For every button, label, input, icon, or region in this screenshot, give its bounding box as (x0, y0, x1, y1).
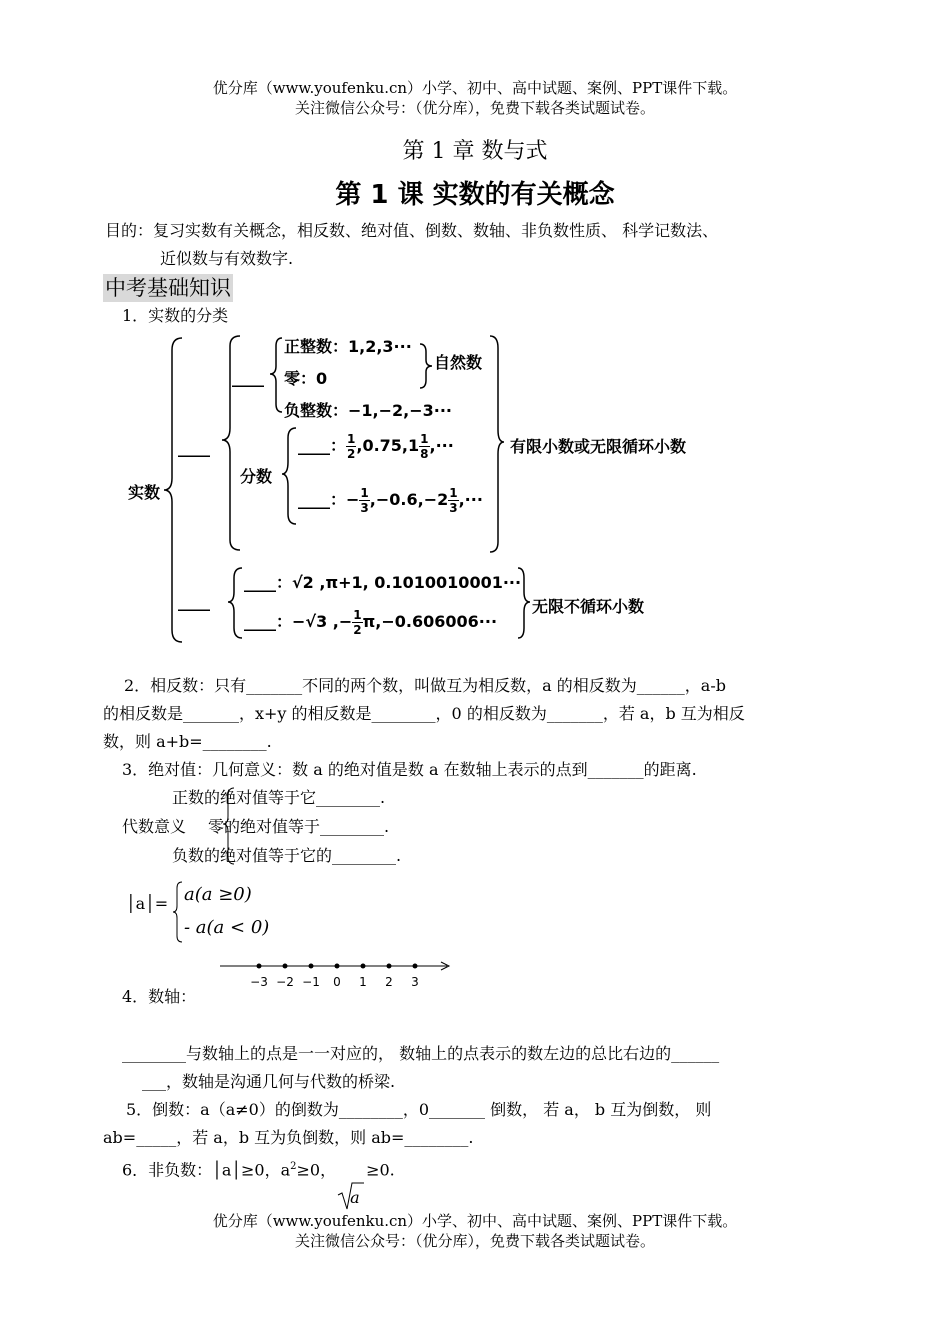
abs-definition-left: │a│= (126, 894, 169, 913)
item3-negative: 负数的绝对值等于它的________. (172, 846, 402, 865)
negative-fraction-prefix: ____：− (298, 490, 360, 509)
item2-line-3: 数，则 a+b=________. (103, 732, 272, 751)
item2-line-2: 的相反数是_______，x+y 的相反数是________，0 的相反数为_______，若 a，b 互为相反 (103, 704, 745, 723)
irrational-negative-a: ____：−√3 ,− (244, 612, 353, 631)
negative-fraction-row (298, 486, 483, 515)
item5-line-1: 5．倒数：a（a≠0）的倒数为________，0_______ 倒数， 若 a， b 互为倒数， 则 (126, 1100, 712, 1119)
irrational-negative-row (244, 608, 497, 637)
item6-superscript: 2 (290, 1161, 297, 1172)
label-non-repeating: 无限不循环小数 (532, 597, 645, 616)
label-positive-integer: 正整数：1,2,3··· (284, 337, 412, 356)
blank-rational: ____ (178, 438, 210, 457)
item3-positive: 正数的绝对值等于它________. (172, 788, 386, 807)
header-line-2: 关注微信公众号：（优分库），免费下载各类试题试卷。 (294, 99, 655, 117)
section-title: 中考基础知识 (105, 276, 231, 300)
number-line-label: 2 (385, 975, 393, 989)
number-line (215, 956, 460, 992)
fraction-one-third: $\frac{1}{3}$ (360, 486, 369, 515)
fraction-one-eighth: $\frac{1}{8}$ (420, 432, 429, 461)
number-line-label: −1 (302, 975, 320, 989)
negative-fraction-mid: ,−0.6,−2 (369, 490, 449, 509)
number-line-point (335, 964, 340, 969)
number-line-point (387, 964, 392, 969)
item1-title: 1．实数的分类 (122, 306, 229, 325)
item6-text-a: 6．非负数：│a│≥0，a (122, 1160, 291, 1180)
number-line-point (257, 964, 262, 969)
irrational-negative-b: π,−0.606006··· (362, 612, 498, 631)
label-finite-or-repeating: 有限小数或无限循环小数 (510, 437, 687, 456)
number-line-point (361, 964, 366, 969)
label-natural-number: 自然数 (434, 353, 483, 372)
blank-integer: ____ (232, 368, 264, 387)
number-line-point (283, 964, 288, 969)
irrational-positive-row: ____：√2 ,π+1, 0.1010010001··· (244, 573, 522, 592)
item3-line-1: 3．绝对值：几何意义：数 a 的绝对值是数 a 在数轴上表示的点到_______的距离. (122, 760, 697, 779)
item5-line-2: ab=_____，若 a，b 互为负倒数，则 ab=________. (103, 1128, 474, 1147)
label-negative-integer: 负整数：−1,−2,−3··· (284, 401, 453, 420)
item4-title: 4．数轴： (122, 987, 197, 1006)
header-line-1: 优分库（www.youfenku.cn）小学、初中、高中试题、案例、PPT课件下载。 (212, 79, 738, 97)
negative-fraction-end: ,··· (458, 490, 483, 509)
fraction-one-half-pi: $\frac{1}{2}$ (353, 608, 362, 637)
footer-line-2: 关注微信公众号：（优分库），免费下载各类试题试卷。 (294, 1232, 655, 1250)
piecewise-case-1: a(a ≥0) (184, 884, 252, 905)
blank-irrational: ____ (178, 592, 210, 611)
item4-line-1: ________与数轴上的点是一一对应的， 数轴上的点表示的数左边的总比右边的______ (122, 1044, 720, 1063)
item3-algebraic-label: 代数意义 (122, 817, 187, 836)
fraction-one-third-2: $\frac{1}{3}$ (449, 486, 458, 515)
objective-line-1: 目的：复习实数有关概念，相反数、绝对值、倒数、数轴、非负数性质、 科学记数法、 (105, 221, 719, 240)
item2-line-1: 2．相反数：只有_______不同的两个数，叫做互为相反数，a 的相反数为______，a-b (124, 676, 726, 695)
positive-fraction-row (298, 432, 454, 461)
label-fraction: 分数 (240, 467, 273, 486)
positive-fraction-prefix: ____： (298, 436, 347, 455)
number-line-label: −3 (250, 975, 268, 989)
number-line-label: 1 (359, 975, 367, 989)
item6-text-c: ≥0. (366, 1160, 395, 1180)
item3-zero: 零的绝对值等于________. (208, 817, 390, 836)
chapter-title: 第 1 章 数与式 (402, 139, 548, 164)
piecewise-case-2: - a(a < 0) (184, 917, 270, 938)
real-number-classification-diagram (100, 330, 760, 650)
item4-line-2: ___，数轴是沟通几何与代数的桥梁. (142, 1072, 396, 1091)
objective-line-2: 近似数与有效数字. (160, 249, 294, 268)
footer-line-1: 优分库（www.youfenku.cn）小学、初中、高中试题、案例、PPT课件下载。 (212, 1212, 738, 1230)
number-line-point (413, 964, 418, 969)
positive-fraction-mid: ,0.75,1 (356, 436, 420, 455)
label-zero: 零：0 (284, 369, 328, 388)
number-line-label: 0 (333, 975, 341, 989)
item6-text-b: ≥0， (296, 1160, 337, 1180)
positive-fraction-end: ,··· (429, 436, 454, 455)
number-line-point (309, 964, 314, 969)
number-line-label: −2 (276, 975, 294, 989)
number-line-label: 3 (411, 975, 419, 989)
lesson-title: 第 1 课 实数的有关概念 (335, 180, 615, 210)
fraction-one-half: $\frac{1}{2}$ (347, 432, 356, 461)
label-real-number: 实数 (128, 483, 161, 502)
item6-line: 6．非负数：│a│≥0，$a^2\ge 0$， a ≥0. (122, 1156, 395, 1181)
